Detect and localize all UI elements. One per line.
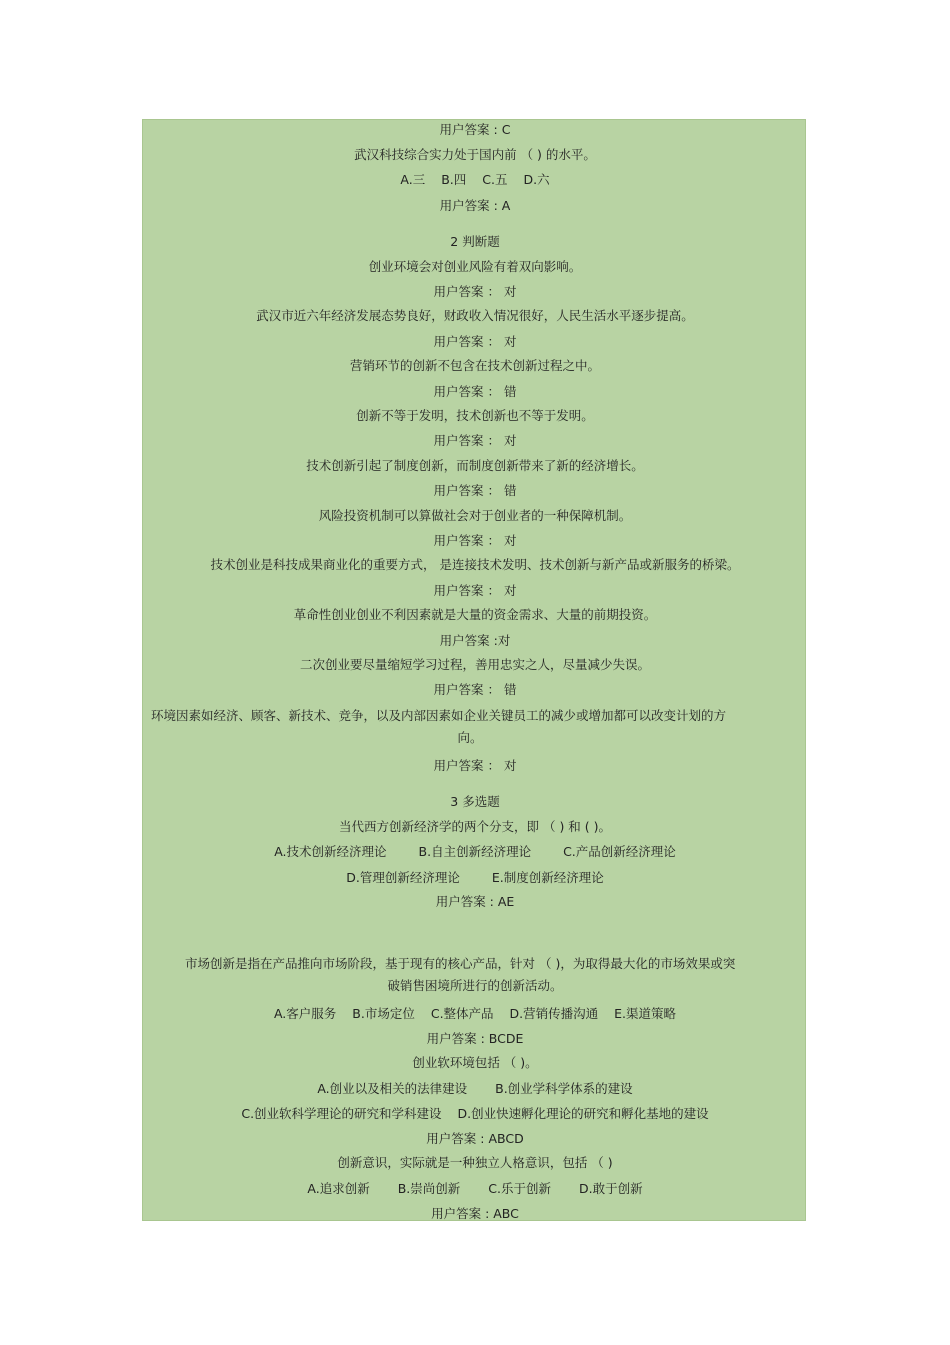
answer-line: 用户答案 :对: [439, 633, 511, 648]
question-text: 环境因素如经济、顾客、新技术、竞争，以及内部因素如企业关键员工的减少或增加都可以改变计划的方: [151, 708, 727, 723]
answer-line: 用户答案 ： 对: [433, 334, 517, 349]
options-row: [143, 844, 807, 860]
question-text: 武汉科技综合实力处于国内前 （ ) 的水平。: [354, 147, 596, 162]
option-b: B.市场定位: [352, 1006, 415, 1021]
option-c: C.产品创新经济理论: [563, 844, 676, 859]
option-a: A.创业以及相关的法律建设: [317, 1081, 468, 1096]
option-d: D.管理创新经济理论: [346, 870, 460, 885]
option-a: A.客户服务: [273, 1006, 337, 1021]
options-row: [143, 172, 807, 188]
answer-line: 用户答案 ： 对: [433, 284, 517, 299]
question-text: 创业环境会对创业风险有着双向影响。: [368, 259, 582, 274]
question-text-continued: 向。: [457, 730, 483, 745]
answer-line: 用户答案 ： 对: [433, 533, 517, 548]
option-b: B.创业学科学体系的建设: [495, 1081, 633, 1096]
question-text: 技术创业是科技成果商业化的重要方式， 是连接技术发明、技术创新与新产品或新服务的桥梁。: [210, 557, 740, 572]
question-text: 武汉市近六年经济发展态势良好，财政收入情况很好，人民生活水平逐步提高。: [256, 308, 694, 323]
option-a: A.追求创新: [307, 1181, 370, 1196]
answer-line: 用户答案 : AE: [435, 894, 515, 909]
section-title: 2 判断题: [450, 234, 500, 249]
answer-line: 用户答案 ： 对: [433, 758, 517, 773]
question-text: 营销环节的创新不包含在技术创新过程之中。: [349, 358, 600, 373]
option-e: E.制度创新经济理论: [491, 870, 604, 885]
option-d: D.六: [523, 172, 550, 187]
option-c: C.乐于创新: [488, 1181, 551, 1196]
answer-line: 用户答案 : ABCD: [426, 1131, 524, 1146]
option-d: D.创业快速孵化理论的研究和孵化基地的建设: [457, 1106, 709, 1121]
answer-line: 用户答案 : A: [439, 198, 511, 213]
answer-line: 用户答案 ： 对: [433, 433, 517, 448]
option-a: A.三: [400, 172, 426, 187]
option-b: B.自主创新经济理论: [418, 844, 532, 859]
option-b: B.四: [441, 172, 467, 187]
answer-line: 用户答案 ： 错: [433, 682, 517, 697]
answer-line: 用户答案 ： 错: [433, 384, 517, 399]
option-d: D.营销传播沟通: [509, 1006, 599, 1021]
question-text: 创业软环境包括 （ )。: [412, 1055, 538, 1070]
question-text: 二次创业要尽量缩短学习过程，善用忠实之人，尽量减少失误。: [299, 657, 650, 672]
answer-line: 用户答案 ： 对: [433, 583, 517, 598]
section-title: 3 多选题: [450, 794, 500, 809]
option-a: A.技术创新经济理论: [274, 844, 387, 859]
answer-line: 用户答案 : BCDE: [426, 1031, 524, 1046]
question-text: 技术创新引起了制度创新，而制度创新带来了新的经济增长。: [306, 458, 644, 473]
question-text: 当代西方创新经济学的两个分支，即 （ ) 和 ( )。: [339, 819, 611, 834]
answer-line: 用户答案 : ABC: [431, 1206, 519, 1221]
option-c: C.创业软科学理论的研究和学科建设: [241, 1106, 442, 1121]
question-text: 创新意识，实际就是一种独立人格意识，包括 （ ): [337, 1155, 613, 1170]
answer-sheet-panel: [142, 119, 806, 1221]
question-text: 创新不等于发明，技术创新也不等于发明。: [356, 408, 594, 423]
option-c: C.整体产品: [430, 1006, 494, 1021]
option-b: B.崇尚创新: [397, 1181, 461, 1196]
question-text: 市场创新是指在产品推向市场阶段，基于现有的核心产品，针对 （ )，为取得最大化的市场效果或突: [185, 956, 736, 971]
answer-line: 用户答案 : C: [439, 122, 511, 137]
option-d: D.敢于创新: [578, 1181, 643, 1196]
options-row: [143, 1081, 807, 1097]
options-row: [143, 1181, 807, 1197]
question-text-continued: 破销售困境所进行的创新活动。: [387, 978, 563, 993]
options-row: [143, 870, 807, 886]
option-e: E.渠道策略: [614, 1006, 677, 1021]
options-row: [143, 1106, 807, 1122]
option-c: C.五: [482, 172, 508, 187]
options-row: [143, 1006, 807, 1022]
question-text: 革命性创业创业不利因素就是大量的资金需求、大量的前期投资。: [293, 607, 657, 622]
answer-line: 用户答案 ： 错: [433, 483, 517, 498]
question-text: 风险投资机制可以算做社会对于创业者的一种保障机制。: [318, 508, 632, 523]
